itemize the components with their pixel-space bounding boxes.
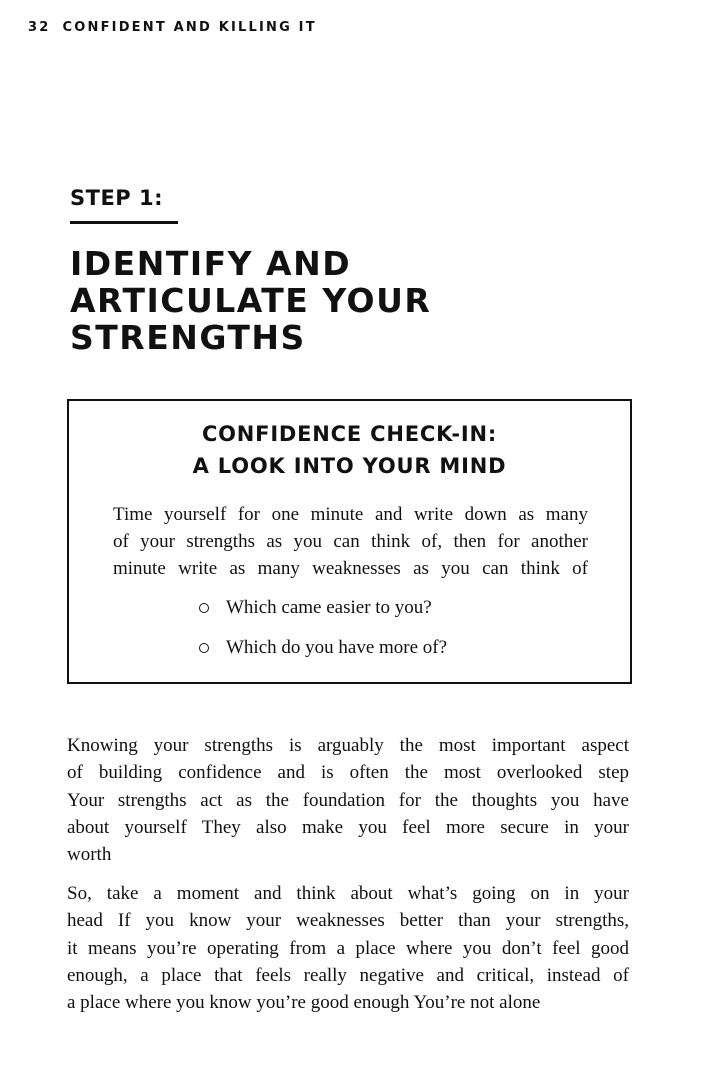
confidence-checkin-box <box>67 399 632 684</box>
title-line: STRENGTHS <box>70 318 306 357</box>
text-line: worth <box>67 844 112 866</box>
question-text: Which came easier to you? <box>226 597 432 618</box>
text-line: So, take a moment and think about what’s going on in your <box>67 883 629 904</box>
text-line: Your strengths act as the foundation for the thoughts you have <box>67 789 629 811</box>
title-line: IDENTIFY AND <box>70 244 352 283</box>
step-underline <box>70 221 178 224</box>
question-item <box>199 637 447 659</box>
body-paragraph <box>67 880 629 1016</box>
step-label: STEP 1: <box>70 186 164 210</box>
circle-bullet-icon <box>199 603 209 613</box>
circle-bullet-icon <box>199 643 209 653</box>
text-line: head If you know your weaknesses better than your strengths, <box>67 910 629 932</box>
question-text: Which do you have more of? <box>226 637 448 658</box>
text-line: about yourself They also make you feel more secure in your <box>67 816 629 838</box>
text-line: a place where you know you’re good enough You’re not alone <box>67 992 541 1014</box>
text-line: minute write as many weaknesses as you can think of <box>113 558 588 579</box>
running-head <box>28 20 317 35</box>
text-line: Time yourself for one minute and write down as many <box>113 504 588 525</box>
box-title-line: CONFIDENCE CHECK-IN: <box>201 422 498 446</box>
box-instructions <box>113 501 588 582</box>
box-title <box>69 418 630 482</box>
title-line: ARTICULATE YOUR <box>70 281 432 320</box>
question-item <box>199 597 432 619</box>
book-title: CONFIDENT AND KILLING IT <box>62 20 317 35</box>
text-line: of building confidence and is often the most overlooked step <box>67 762 629 784</box>
body-paragraph <box>67 732 629 868</box>
section-title <box>70 245 431 356</box>
page-number: 32 <box>28 20 51 35</box>
text-line: it means you’re operating from a place where you don’t feel good <box>67 937 629 959</box>
text-line: of your strengths as you can think of, then for another <box>113 531 588 552</box>
text-line: enough, a place that feels really negative and critical, instead of <box>67 964 629 986</box>
box-title-line: A LOOK INTO YOUR MIND <box>192 454 507 478</box>
text-line: Knowing your strengths is arguably the most important aspect <box>67 735 629 756</box>
